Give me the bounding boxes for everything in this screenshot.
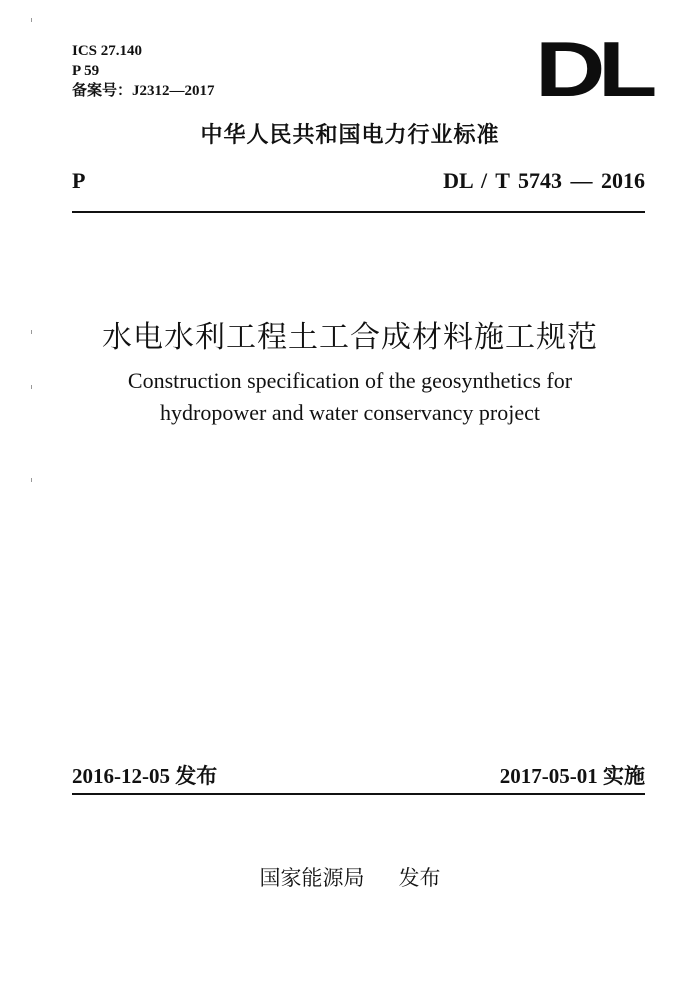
title-chinese: 水电水利工程土工合成材料施工规范: [102, 320, 598, 355]
record-number: 备案号：J2312—2017: [72, 83, 215, 99]
scan-mark: [31, 18, 32, 22]
implement-info: [500, 760, 645, 790]
industry-standard-heading: 中华人民共和国电力行业标准: [200, 123, 500, 148]
implement-label: 实施: [603, 764, 645, 788]
publish-label: 发布: [175, 764, 218, 788]
issuer: [0, 862, 700, 892]
publish-date: 2016-12-05: [72, 764, 170, 788]
ics-code: ICS 27.140: [72, 43, 143, 59]
classification-code: P: [72, 168, 86, 193]
standard-number: DL / T 5743 — 2016: [443, 168, 645, 193]
implement-date: 2017-05-01: [499, 764, 598, 788]
top-divider: [72, 211, 645, 213]
publish-info: [72, 760, 217, 790]
title-english-line-2: hydropower and water conservancy project: [160, 400, 540, 425]
issuer-action: 发布: [398, 866, 441, 890]
title-english-line-1: Construction specification of the geosynthetics for: [127, 368, 573, 393]
issuer-name: 国家能源局: [259, 866, 365, 890]
bottom-divider: [72, 793, 645, 795]
scan-mark: [31, 478, 32, 482]
ccs-code: P 59: [72, 63, 100, 79]
dl-logo: DL: [535, 25, 650, 113]
